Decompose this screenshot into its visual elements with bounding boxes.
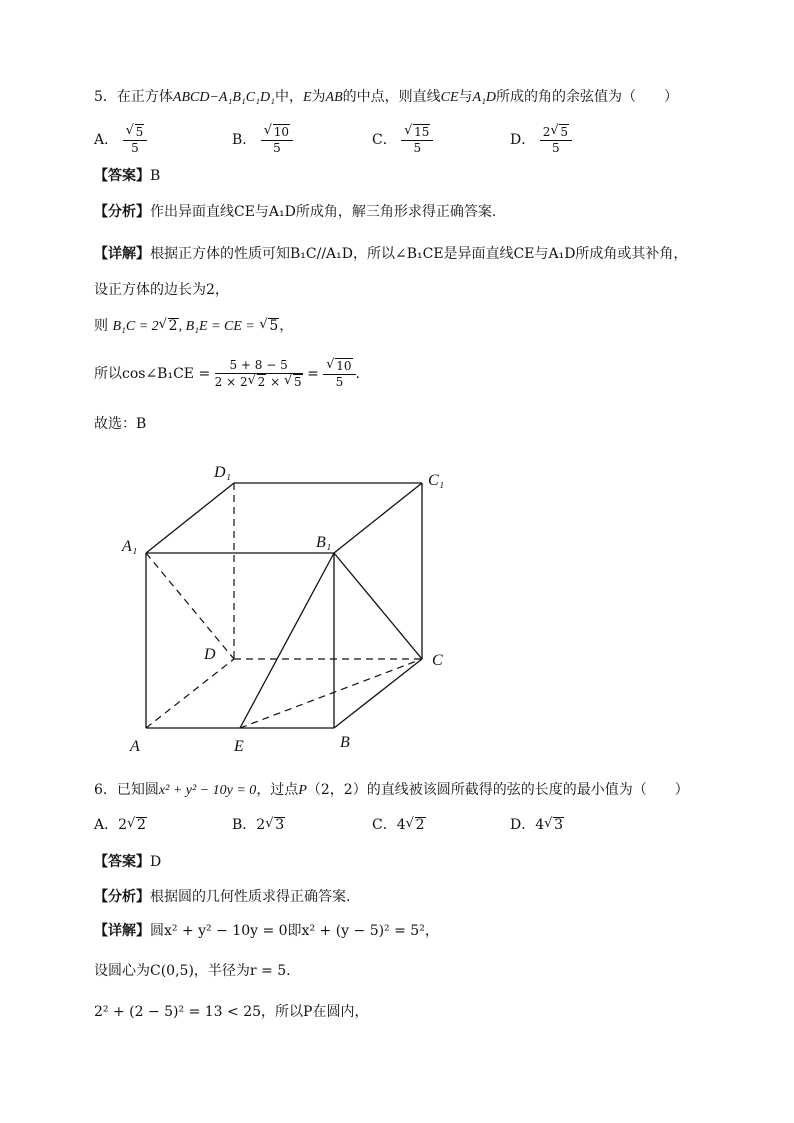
q5-choose: 故选：B: [94, 416, 147, 432]
label-b1: B₁: [316, 534, 332, 551]
q5-cosine: 所以cos∠B₁CE = $\frac{5 + 8 - 5}{2 \times 2√ 2 \times √ 5}$ = √ $\frac{10}{5}$ .: [94, 358, 360, 390]
q5-cos-result: √ $\frac{10}{5}$: [323, 358, 355, 390]
label-c1: C₁: [428, 472, 445, 489]
q6-stem: 6．已知圆x² + y² − 10y = 0，过点P（2，2）的直线被该圆所截得的弦的长度的最小值为（ ）: [94, 782, 689, 798]
label-c: C: [432, 652, 443, 669]
label-a1: A₁: [122, 538, 138, 555]
q5-option-c-value: √ $\frac{15}{5}$: [401, 124, 433, 156]
hidden-segment-a1-d: [146, 553, 234, 659]
edge-a1-d1: [146, 483, 234, 553]
q5-answer: 【答案】B: [94, 168, 161, 184]
q5-detail: 【详解】根据正方体的性质可知B₁C//A₁D，所以∠B₁CE是异面直线CE与A₁D所成角或其补角，: [94, 246, 688, 262]
label-d: D: [204, 646, 216, 663]
label-a: A: [130, 738, 140, 755]
segment-b1-c: [334, 553, 422, 659]
edge-b-c: [334, 659, 422, 728]
q5-option-b[interactable]: B． √ $\frac{10}{5}$: [232, 124, 293, 156]
q5-lengths: 则 B₁C = 2√ 2, B₁E = CE = √ 5，: [94, 317, 293, 336]
label-b: B: [340, 734, 350, 751]
q5-option-c[interactable]: C． √ $\frac{15}{5}$: [372, 124, 433, 156]
q6-option-c[interactable]: C．4√ 2: [372, 816, 426, 834]
q5-option-d[interactable]: D． $\frac{2√ 5}{5}$: [510, 124, 572, 156]
label-e: E: [234, 738, 244, 755]
q5-let-side: 设正方体的边长为2，: [94, 282, 229, 298]
q6-option-d[interactable]: D．4√ 3: [510, 816, 564, 834]
q5-option-d-value: $\frac{2√ 5}{5}$: [540, 124, 572, 156]
q6-answer: 【答案】D: [94, 854, 162, 870]
label-d1: D₁: [214, 464, 232, 481]
hidden-segment-e-c: [240, 659, 422, 728]
q5-option-a-value: √ $\frac{5}{5}$: [123, 124, 148, 156]
q5-analysis: 【分析】作出异面直线CE与A₁D所成角，解三角形求得正确答案.: [94, 204, 497, 220]
q5-option-a[interactable]: A． √ $\frac{5}{5}$: [94, 124, 147, 156]
hidden-edge-a-d: [146, 659, 234, 728]
edge-b1-c1: [334, 483, 422, 553]
cube-figure: [110, 455, 470, 760]
q5-stem: 5．在正方体ABCD−A₁B₁C₁D₁中，E为AB的中点，则直线CE与A₁D所成的角的余弦值为（ ）: [94, 89, 679, 105]
q6-check: 2² + (2 − 5)² = 13 < 25，所以P在圆内，: [94, 1004, 369, 1020]
q6-option-b[interactable]: B．2√ 3: [232, 816, 285, 834]
q5-option-b-value: √ $\frac{10}{5}$: [261, 124, 293, 156]
q5-cos-fraction: $\frac{5 + 8 - 5}{2 \times 2√ 2 \times √ 5}$: [215, 358, 303, 390]
q6-detail: 【详解】圆x² + y² − 10y = 0即x² + (y − 5)² = 5²，: [94, 923, 439, 939]
q6-center: 设圆心为C(0,5)，半径为r = 5.: [94, 963, 291, 979]
q6-analysis: 【分析】根据圆的几何性质求得正确答案.: [94, 889, 351, 905]
segment-b1-e: [240, 553, 334, 728]
q6-option-a[interactable]: A．2√ 2: [94, 816, 147, 834]
